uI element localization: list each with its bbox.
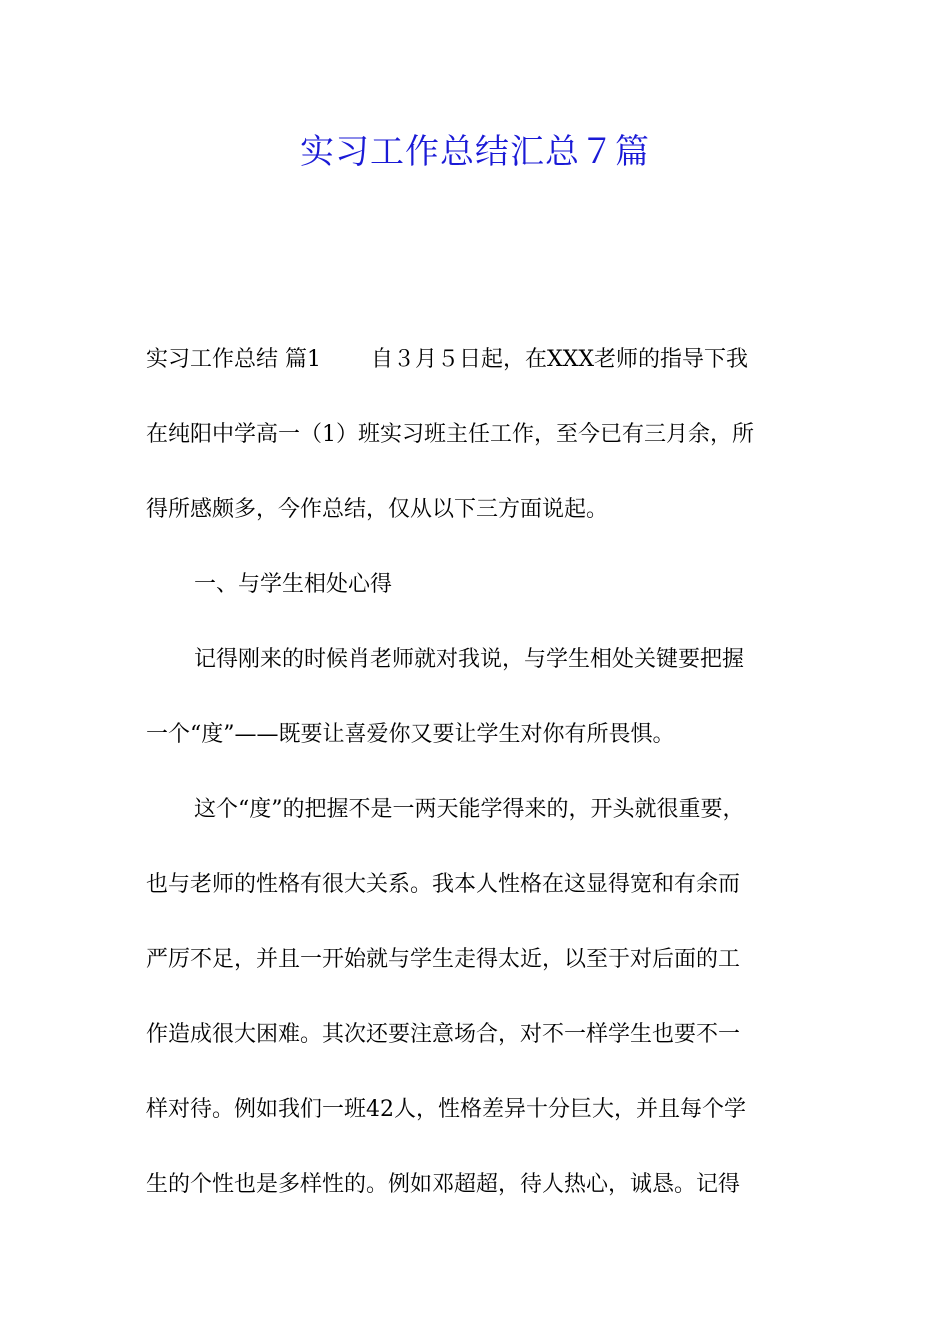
paragraph-line-1: [146, 345, 748, 375]
section-heading: 实习工作总结 篇1: [146, 347, 321, 372]
paragraph-line-8: 也与老师的性格有很大关系。我本人性格在这显得宽和有余而: [146, 872, 741, 897]
paragraph-line-6: 一个“度”——既要让喜爱你又要让学生对你有所畏惧。: [146, 722, 675, 747]
paragraph-line-3: 得所感颇多，今作总结，仅从以下三方面说起。: [146, 497, 609, 522]
paragraph-text: 自３月５日起，在XXX老师的指导下我: [371, 347, 748, 372]
paragraph-line-11: 样对待。例如我们一班42人，性格差异十分巨大，并且每个学: [146, 1097, 746, 1122]
paragraph-line-7: 这个“度”的把握不是一两天能学得来的，开头就很重要，: [194, 797, 745, 822]
paragraph-line-10: 作造成很大困难。其次还要注意场合，对不一样学生也要不一: [146, 1022, 741, 1047]
document-title: 实习工作总结汇总７篇: [300, 132, 650, 172]
paragraph-line-5: 记得刚来的时候肖老师就对我说，与学生相处关键要把握: [194, 647, 745, 672]
paragraph-line-9: 严厉不足，并且一开始就与学生走得太近，以至于对后面的工: [146, 947, 741, 972]
paragraph-line-12: 生的个性也是多样性的。例如邓超超，待人热心，诚恳。记得: [146, 1172, 741, 1197]
subheading-line: 一、与学生相处心得: [194, 572, 393, 597]
paragraph-line-2: 在纯阳中学高一（1）班实习班主任工作，至今已有三月余，所: [146, 422, 754, 447]
